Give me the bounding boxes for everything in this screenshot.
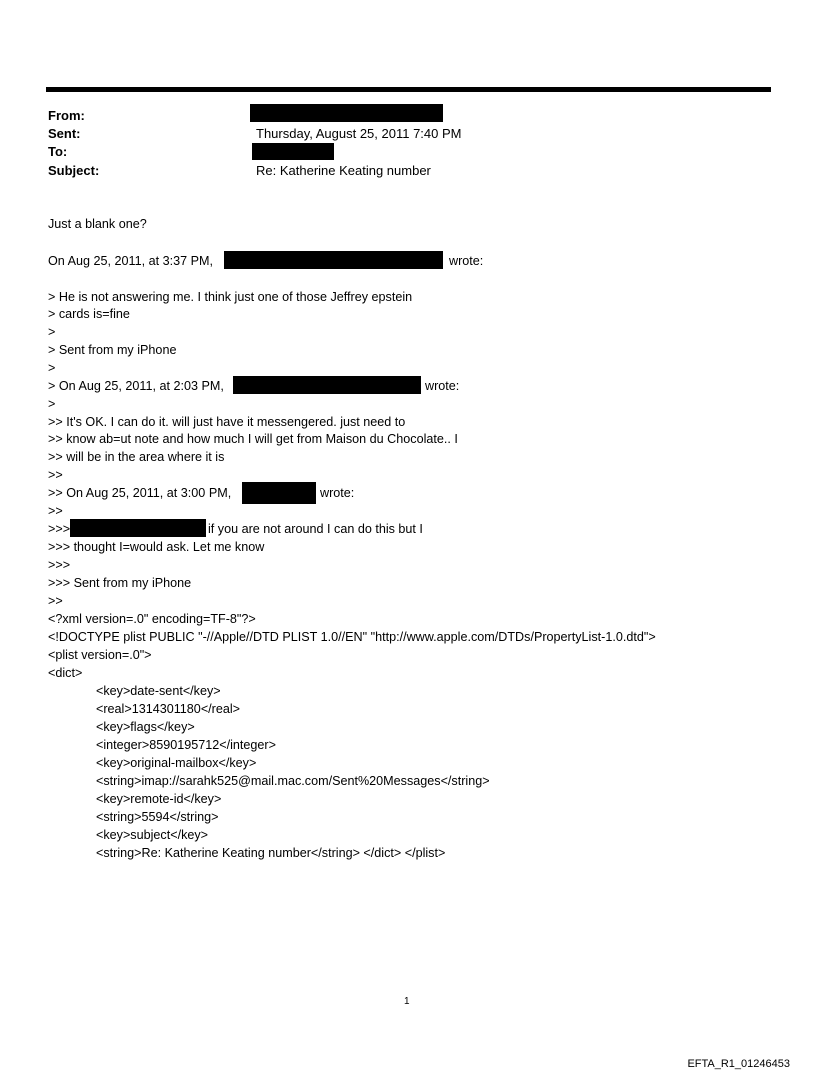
body-line: <real>1314301180</real> (96, 702, 241, 716)
to-redaction (252, 143, 334, 160)
body-line: > On Aug 25, 2011, at 2:03 PM, (48, 379, 224, 393)
name-redaction (70, 519, 206, 537)
body-line: >> It's OK. I can do it. will just have it messengered. just need to (48, 415, 406, 429)
body-line: > Sent from my iPhone (48, 343, 177, 357)
body-line: >> On Aug 25, 2011, at 3:00 PM, (48, 486, 232, 500)
body-line: > cards is=fine (48, 307, 130, 321)
body-line: >>> thought I=would ask. Let me know (48, 540, 265, 554)
body-line: On Aug 25, 2011, at 3:37 PM, (48, 254, 213, 268)
body-line: >>> (48, 522, 71, 536)
body-line: <dict> (48, 666, 83, 680)
body-line: <key>subject</key> (96, 828, 209, 842)
body-line: >> know ab=ut note and how much I will get from Maison du Chocolate.. I (48, 432, 458, 446)
body-line: <integer>8590195712</integer> (96, 738, 276, 752)
body-line: > He is not answering me. I think just one of those Jeffrey epstein (48, 290, 413, 304)
body-line: >> will be in the area where it is (48, 450, 225, 464)
body-line: >>> Sent from my iPhone (48, 576, 192, 590)
body-line: > (48, 325, 56, 339)
sent-value: Thursday, August 25, 2011 7:40 PM (256, 126, 462, 141)
body-line: >> (48, 468, 63, 482)
body-line: <!DOCTYPE plist PUBLIC "-//Apple//DTD PLIST 1.0//EN" "http://www.apple.com/DTDs/PropertyList-1.0.dtd"> (48, 630, 656, 644)
body-line: Just a blank one? (48, 217, 147, 231)
body-line: >>> (48, 558, 71, 572)
body-line: <string>5594</string> (96, 810, 219, 824)
header-rule (46, 87, 771, 92)
body-line: >> (48, 504, 63, 518)
body-line: <key>original-mailbox</key> (96, 756, 257, 770)
body-line: >> (48, 594, 63, 608)
body-line: <string>Re: Katherine Keating number</string> </dict> </plist> (96, 846, 446, 860)
body-line: <?xml version=.0" encoding=TF-8"?> (48, 612, 256, 626)
body-line: wrote: (320, 486, 355, 500)
from-label: From: (48, 108, 85, 123)
body-line: > (48, 397, 56, 411)
body-line: wrote: (449, 254, 484, 268)
sender-redaction (242, 482, 316, 504)
body-line: <string>imap://sarahk525@mail.mac.com/Sent%20Messages</string> (96, 774, 490, 788)
body-line: <key>flags</key> (96, 720, 195, 734)
subject-label: Subject: (48, 163, 100, 178)
subject-value: Re: Katherine Keating number (256, 163, 431, 178)
to-label: To: (48, 144, 68, 159)
sender-redaction (233, 376, 421, 394)
body-line: if you are not around I can do this but I (208, 522, 423, 536)
sender-redaction (224, 251, 443, 269)
sent-label: Sent: (48, 126, 81, 141)
body-line: <key>date-sent</key> (96, 684, 221, 698)
from-redaction (250, 104, 443, 122)
body-line: > (48, 361, 56, 375)
page-number: 1 (404, 996, 410, 1007)
document-id: EFTA_R1_01246453 (687, 1058, 790, 1070)
body-line: <key>remote-id</key> (96, 792, 222, 806)
body-line: <plist version=.0"> (48, 648, 152, 662)
body-line: wrote: (425, 379, 460, 393)
